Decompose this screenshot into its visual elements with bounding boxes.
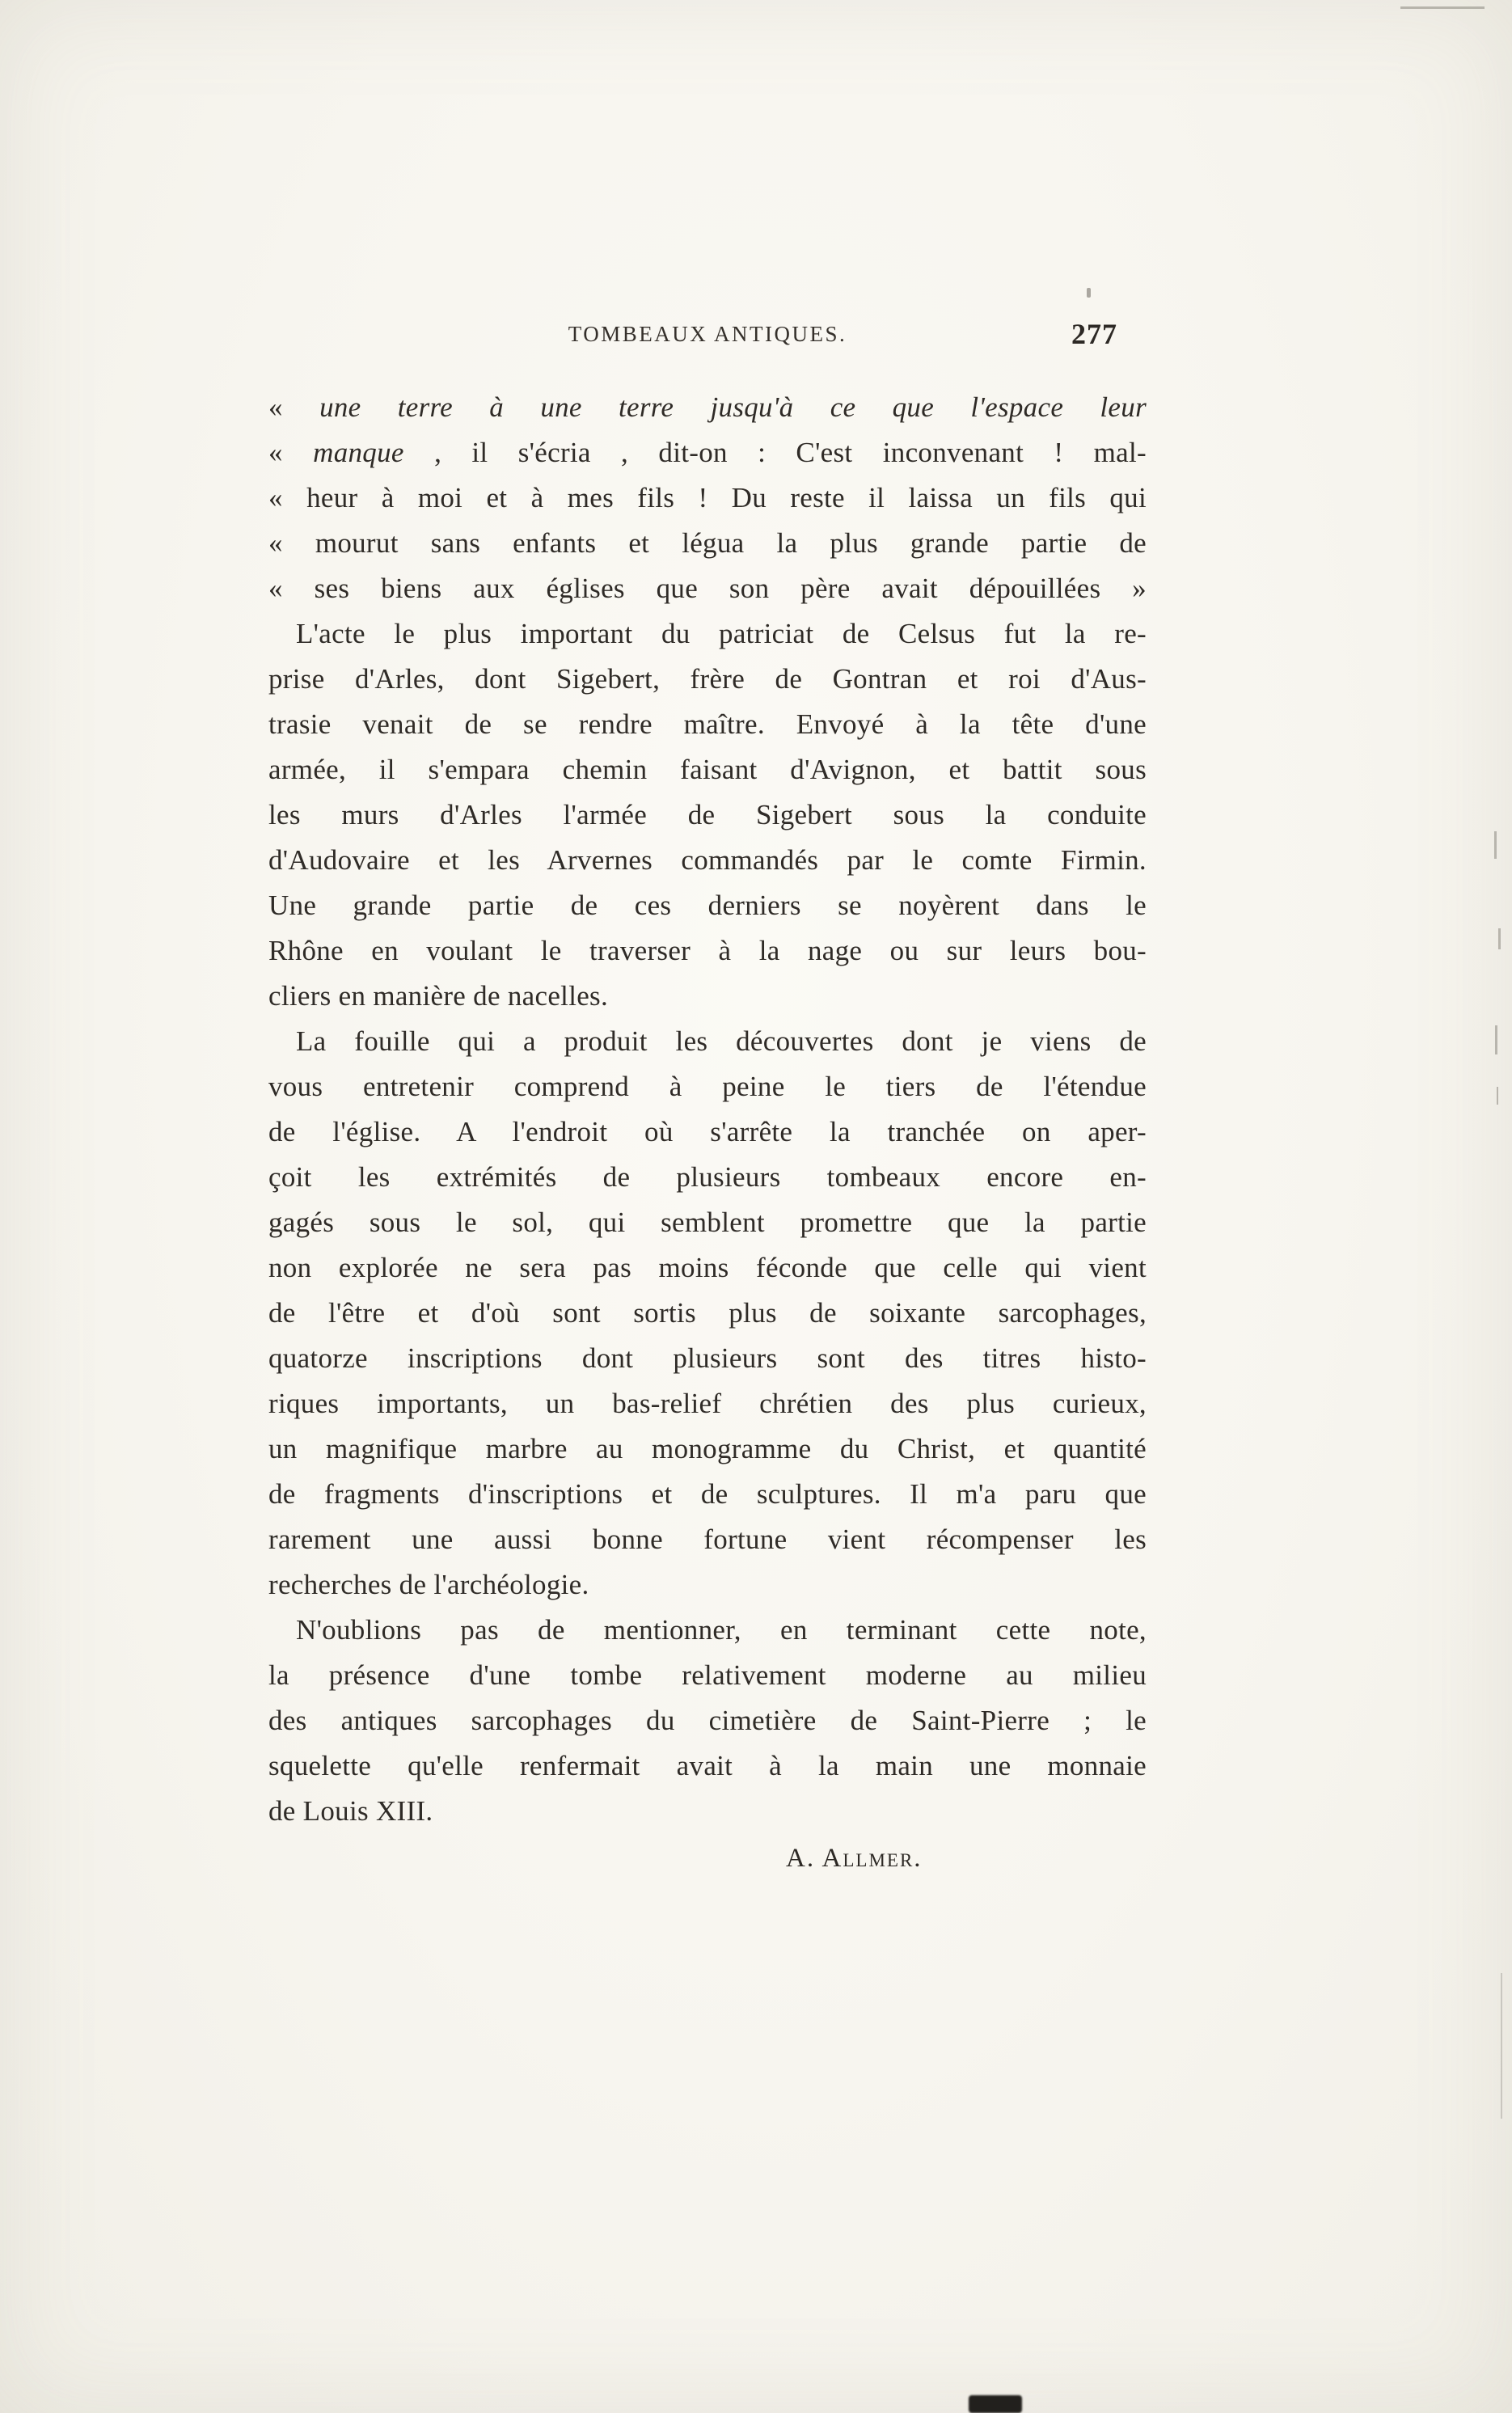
guillemet-mark: «: [268, 573, 283, 604]
text-line: de Louis XIII.: [268, 1795, 433, 1827]
body-text: [268, 385, 1147, 1881]
text-line: squelette qu'elle renfermait avait à la main une monnaie: [268, 1750, 1147, 1781]
text-line: recherches de l'archéologie.: [268, 1569, 589, 1600]
text-line: trasie venait de se rendre maître. Envoyé à la tête d'une: [268, 708, 1147, 740]
quote-line: [268, 566, 1147, 611]
text-line: d'Audovaire et les Arvernes commandés par le comte Firmin.: [268, 844, 1147, 876]
text-line: La fouille qui a produit les découvertes dont je viens de: [296, 1025, 1147, 1057]
page-header: [268, 318, 1147, 357]
text-line: de l'église. A l'endroit où s'arrête la tranchée on aper-: [268, 1116, 1147, 1147]
scan-artifact: [1494, 831, 1497, 859]
scan-artifact: [1498, 928, 1501, 949]
text-line: les murs d'Arles l'armée de Sigebert sous la conduite: [268, 799, 1147, 830]
text-line: çoit les extrémités de plusieurs tombeaux encore en-: [268, 1161, 1147, 1193]
text-line: quatorze inscriptions dont plusieurs sont des titres histo-: [268, 1342, 1147, 1374]
quote-italic-text: une terre à une terre jusqu'à ce que l'espace leur: [319, 391, 1147, 423]
text-line: N'oublions pas de mentionner, en terminant cette note,: [296, 1614, 1147, 1646]
text-line: gagés sous le sol, qui semblent promettre que la partie: [268, 1206, 1147, 1238]
text-line: cliers en manière de nacelles.: [268, 980, 609, 1012]
text-line: des antiques sarcophages du cimetière de Saint-Pierre ; le: [268, 1705, 1147, 1736]
text-line: Rhône en voulant le traverser à la nage ou sur leurs bou-: [268, 935, 1147, 966]
text-line: de fragments d'inscriptions et de sculptures. Il m'a paru que: [268, 1478, 1147, 1510]
paragraph-celsus: [268, 611, 1147, 1019]
scan-artifact: [1501, 1973, 1502, 2119]
text-line: Une grande partie de ces derniers se noyèrent dans le: [268, 890, 1147, 921]
scan-artifact: [969, 2395, 1022, 2413]
text-line: vous entretenir comprend à peine le tiers de l'étendue: [268, 1071, 1147, 1102]
quote-roman-text: , il s'écria , dit-on : C'est inconvenant ! mal-: [434, 437, 1147, 468]
paragraph-note-finale: [268, 1608, 1147, 1834]
quote-line: [268, 385, 1147, 430]
scan-artifact: [1495, 1025, 1497, 1054]
text-line: riques importants, un bas-relief chrétien des plus curieux,: [268, 1388, 1147, 1419]
quote-italic-text: manque: [313, 437, 404, 468]
quote-roman-text: ses biens aux églises que son père avait dépouillées »: [314, 573, 1147, 604]
quoted-passage: [268, 385, 1147, 611]
scan-artifact: [1497, 1087, 1498, 1105]
text-line: L'acte le plus important du patriciat de Celsus fut la re-: [296, 618, 1147, 649]
guillemet-mark: «: [268, 437, 283, 468]
guillemet-mark: «: [268, 527, 283, 559]
text-line: armée, il s'empara chemin faisant d'Avignon, et battit sous: [268, 754, 1147, 785]
guillemet-mark: «: [268, 482, 283, 513]
paragraph-fouille: [268, 1019, 1147, 1608]
quote-roman-text: heur à moi et à mes fils ! Du reste il laissa un fils qui: [306, 482, 1147, 513]
text-line: non explorée ne sera pas moins féconde que celle qui vient: [268, 1252, 1147, 1283]
quote-line: [268, 475, 1147, 521]
quote-line: [268, 430, 1147, 475]
guillemet-mark: «: [268, 391, 283, 423]
text-line: la présence d'une tombe relativement moderne au milieu: [268, 1659, 1147, 1691]
quote-roman-text: mourut sans enfants et légua la plus grande partie de: [315, 527, 1147, 559]
text-block: [268, 318, 1147, 1881]
quote-line: [268, 521, 1147, 566]
running-head: TOMBEAUX ANTIQUES.: [568, 322, 847, 346]
scan-artifact: [1400, 6, 1485, 9]
text-line: rarement une aussi bonne fortune vient récompenser les: [268, 1523, 1147, 1555]
author-signature: A. Allmer.: [786, 1844, 923, 1873]
page-number: 277: [1071, 318, 1117, 350]
text-line: de l'être et d'où sont sortis plus de soixante sarcophages,: [268, 1297, 1147, 1329]
text-line: prise d'Arles, dont Sigebert, frère de Gontran et roi d'Aus-: [268, 663, 1147, 695]
scan-artifact: [1087, 288, 1091, 298]
text-line: un magnifique marbre au monogramme du Christ, et quantité: [268, 1433, 1147, 1464]
